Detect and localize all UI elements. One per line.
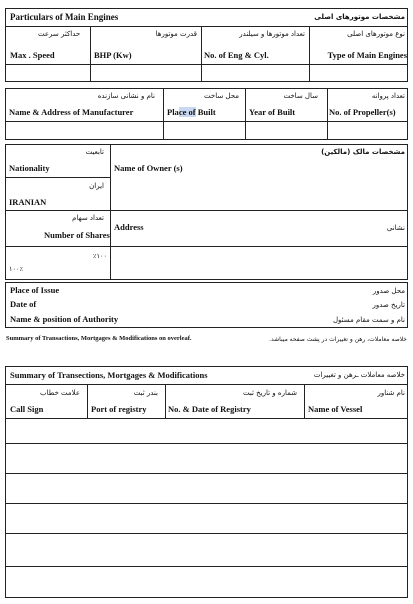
nationality-label: Nationality — [9, 163, 50, 173]
port-label: Port of registry — [91, 404, 147, 414]
divider — [5, 443, 408, 444]
divider — [5, 533, 408, 534]
propeller-label: No. of Propeller(s) — [329, 107, 396, 117]
divider — [201, 26, 202, 82]
overleaf-note: Summary of Transactions, Mortgages & Modifications on overleaf. — [6, 335, 192, 342]
summary-title-fa: خلاصه معاملات ـرهن و تغییرات — [313, 371, 405, 379]
divider — [304, 384, 305, 418]
place-of-issue-label: Place of Issue — [10, 285, 60, 295]
callsign-label: Call Sign — [10, 404, 44, 414]
divider — [5, 473, 408, 474]
manufacturer-label-fa: نام و نشانی سازنده — [97, 92, 155, 100]
divider — [5, 246, 408, 247]
engines-title: Particulars of Main Engines — [10, 12, 119, 22]
divider — [5, 566, 408, 567]
manufacturer-label: Name & Address of Manufacturer — [9, 107, 134, 117]
divider — [165, 384, 166, 418]
year-label-fa: سال ساخت — [283, 92, 318, 100]
summary-table — [5, 366, 408, 598]
callsign-label-fa: علامت خطاب — [40, 389, 80, 397]
divider — [245, 88, 246, 140]
divider — [5, 503, 408, 504]
country-fa: ایران — [89, 182, 104, 190]
port-label-fa: بندر ثبت — [133, 389, 158, 397]
summary-title: Summary of Transections, Mortgages & Modifications — [10, 370, 208, 380]
engcyl-label: No. of Eng & Cyl. — [204, 50, 269, 60]
divider — [5, 26, 408, 27]
divider — [5, 210, 408, 211]
place-built-label-fa: محل ساخت — [204, 92, 239, 100]
divider — [5, 64, 408, 65]
place-built-label: Place of Built — [167, 107, 216, 117]
date-of-issue-label-fa: تاریخ صدور — [372, 301, 405, 309]
year-label: Year of Built — [249, 107, 296, 117]
speed-label: Max . Speed — [10, 50, 55, 60]
type-label: Type of Main Engines — [327, 50, 407, 60]
owner-name-label: Name of Owner (s) — [114, 163, 183, 173]
divider — [163, 88, 164, 140]
authority-label-fa: نام و سمت مقام مسئول — [332, 316, 405, 324]
divider — [5, 384, 408, 385]
divider — [5, 121, 408, 122]
divider — [90, 26, 91, 82]
shares-label: Number of Shares — [44, 230, 110, 240]
address-label: Address — [114, 222, 144, 232]
owner-title-fa: مشخصات مالک (مالکین) — [321, 148, 405, 156]
overleaf-note-fa: خلاصه معاملات، رهن و تغییرات در پشت صفحه میباشد. — [269, 336, 407, 343]
vessel-label: Name of Vessel — [308, 404, 363, 414]
share-value-fa: ٪۱۰۰ — [93, 252, 107, 260]
divider — [5, 177, 111, 178]
engcyl-label-fa: تعداد موتورها و سیلندر — [239, 30, 305, 38]
bhp-label: BHP (Kw) — [94, 50, 132, 60]
authority-label: Name & position of Authority — [10, 314, 119, 324]
divider — [87, 384, 88, 418]
speed-label-fa: حداکثر سرعت — [38, 30, 81, 38]
engines-title-fa: مشخصات موتورهای اصلی — [314, 13, 405, 21]
country-value: IRANIAN — [9, 197, 47, 207]
divider — [110, 144, 111, 280]
bhp-label-fa: قدرت موتورها — [155, 30, 197, 38]
owner-table — [5, 144, 408, 280]
divider — [309, 26, 310, 82]
shares-label-fa: تعداد سهام — [72, 214, 104, 222]
registry-no-label: No. & Date of Registry — [168, 404, 251, 414]
divider — [327, 88, 328, 140]
text-selection[interactable]: ce of — [178, 107, 196, 117]
propeller-label-fa: تعداد پروانه — [371, 92, 405, 100]
share-value: ۱۰۰٪ — [9, 265, 23, 273]
place-of-issue-label-fa: محل صدور — [372, 287, 405, 295]
registry-no-label-fa: شماره و تاریخ ثبت — [242, 389, 297, 397]
divider — [5, 418, 408, 419]
nationality-label-fa: تابعیت — [85, 148, 104, 156]
date-of-issue-label: Date of — [10, 299, 37, 309]
type-label-fa: نوع موتورهای اصلی — [347, 30, 405, 38]
vessel-label-fa: نام شناور — [377, 389, 405, 397]
address-label-fa: نشانی — [386, 224, 405, 232]
